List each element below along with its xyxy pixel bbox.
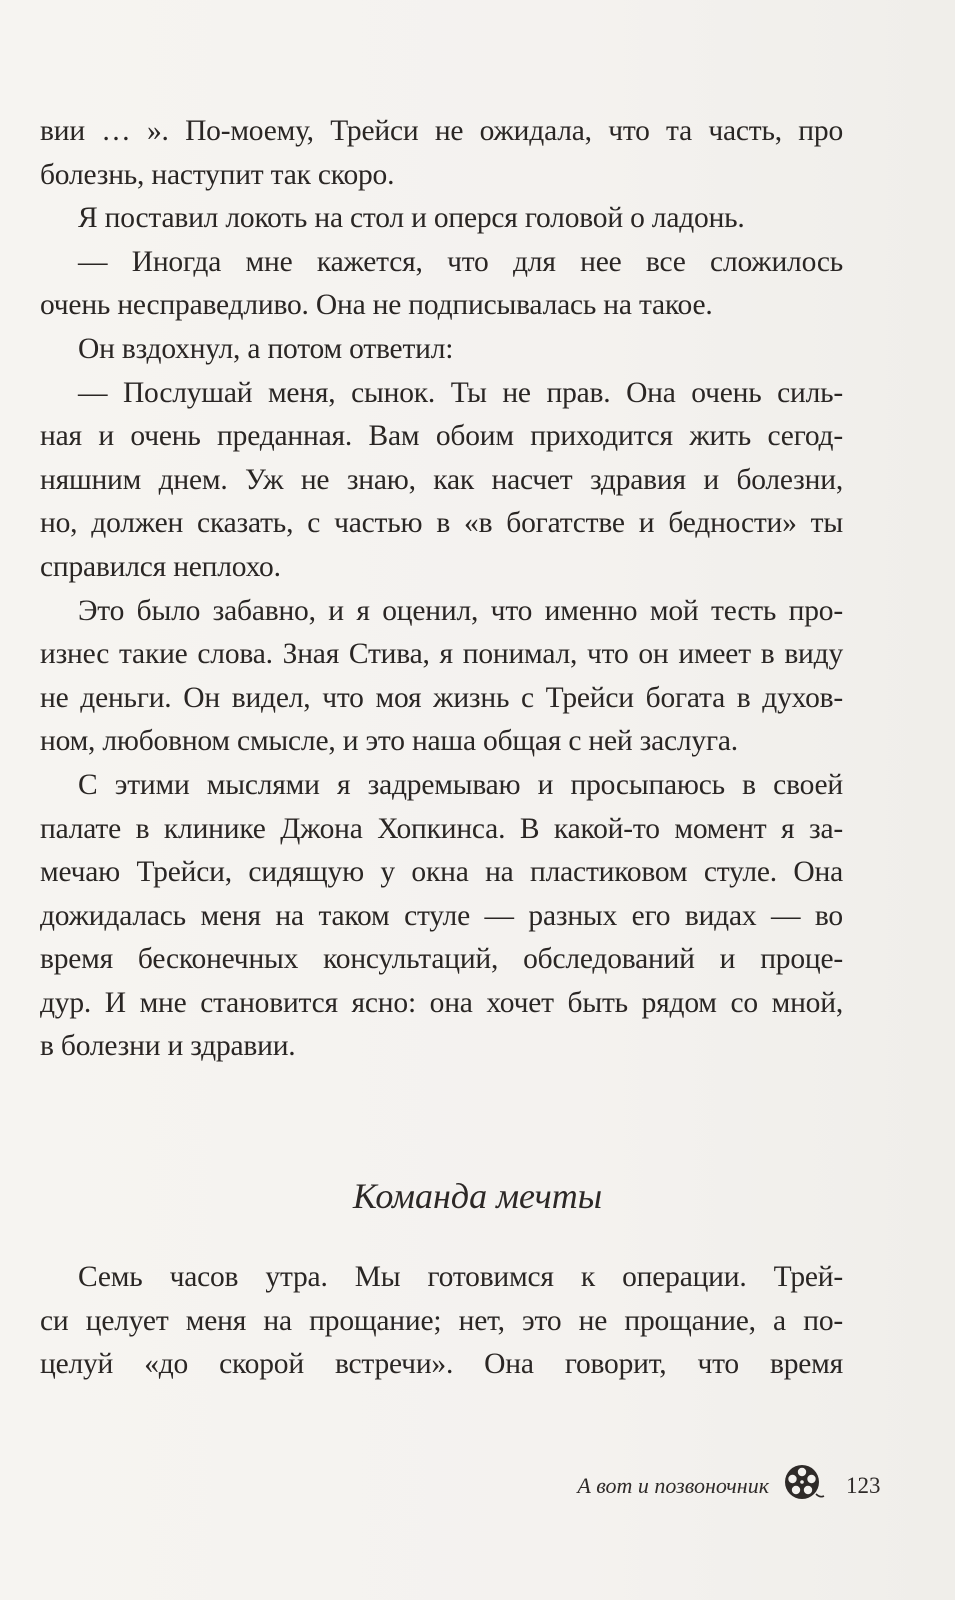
text-line: — Послушай меня, сынок. Ты не прав. Она очень силь- — [78, 376, 843, 409]
text-line: вии … ». По-моему, Трейси не ожидала, что та часть, про — [40, 115, 843, 147]
text-line: дожидалась меня на таком стуле — разных его видах — во — [40, 899, 843, 932]
text-line: но, должен сказать, с частью в «в богатстве и бедности» ты — [40, 507, 843, 540]
text-line: дур. И мне становится ясно: она хочет быть рядом со мной, — [40, 986, 843, 1019]
body-text-bottom — [40, 1256, 843, 1387]
text-line: в болезни и здравии. — [40, 1030, 296, 1063]
text-line: Семь часов утра. Мы готовимся к операции. Трей- — [78, 1261, 843, 1293]
body-text-top — [40, 110, 843, 1069]
text-line: справился неплохо. — [40, 550, 281, 583]
text-line: Я поставил локоть на стол и оперся головой о ладонь. — [78, 202, 745, 235]
page-footer — [0, 1462, 955, 1510]
text-line: целуй «до скорой встречи». Она говорит, что время — [40, 1348, 843, 1381]
text-line: не деньги. Он видел, что моя жизнь с Трейси богата в духов- — [40, 681, 843, 714]
text-line: — Иногда мне кажется, что для нее все сложилось — [78, 245, 843, 278]
film-reel-icon — [782, 1462, 826, 1506]
text-line: си целует меня на прощание; нет, это не прощание, а по- — [40, 1304, 843, 1337]
text-line: палате в клинике Джона Хопкинса. В какой-то момент я за- — [40, 812, 843, 845]
text-line: ном, любовном смысле, и это наша общая с ней заслуга. — [40, 725, 738, 758]
text-line: изнес такие слова. Зная Стива, я понимал, что он имеет в виду — [40, 638, 843, 671]
text-line: С этими мыслями я задремываю и просыпаюсь в своей — [78, 768, 843, 801]
text-line: болезнь, наступит так скоро. — [40, 158, 395, 191]
text-line: очень несправедливо. Она не подписывалась на такое. — [40, 289, 713, 322]
section-heading: Команда мечты — [352, 1176, 603, 1216]
text-line: ная и очень преданная. Вам обоим приходится жить сегод- — [40, 420, 843, 453]
text-line: Это было забавно, и я оценил, что именно мой тесть про- — [78, 594, 843, 627]
running-title: А вот и позвоночник — [577, 1473, 769, 1498]
text-line: время бесконечных консультаций, обследований и проце- — [40, 943, 843, 976]
text-line: няшним днем. Уж не знаю, как насчет здравия и болезни, — [40, 463, 843, 496]
text-line: Он вздохнул, а потом ответил: — [78, 332, 454, 365]
page-number: 123 — [846, 1473, 881, 1498]
text-line: мечаю Трейси, сидящую у окна на пластиковом стуле. Она — [40, 856, 843, 889]
